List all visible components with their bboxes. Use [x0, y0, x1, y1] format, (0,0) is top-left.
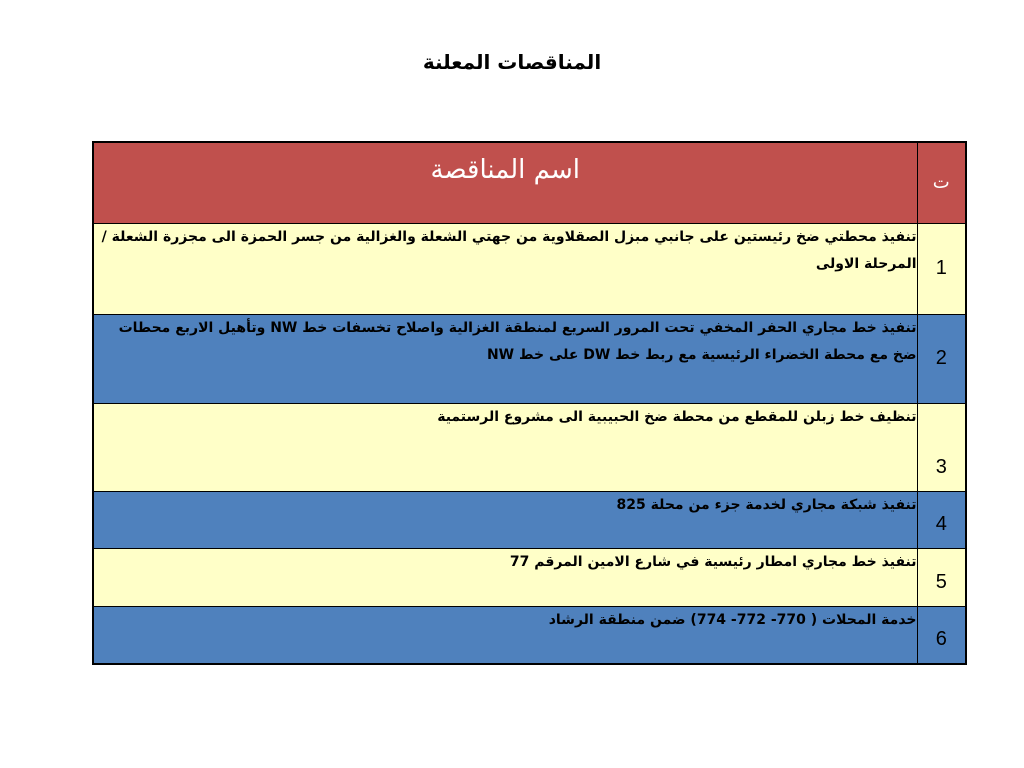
tender-name-cell: خدمة المحلات ( 770- 772- 774) ضمن منطقة الرشاد — [93, 606, 917, 664]
row-number-cell: 6 — [917, 606, 966, 664]
table-row — [93, 548, 966, 606]
column-header-number: ت — [917, 142, 966, 223]
row-number-cell: 3 — [917, 403, 966, 491]
row-number-cell: 5 — [917, 548, 966, 606]
tender-name-cell: تنفيذ خط مجاري الحفر المخفي تحت المرور السريع لمنطقة الغزالية واصلاح تخسفات خط NW وتأهيل الاربع محطات ضخ مع محطة الخضراء الرئيسية مع ربط خط DW على خط NW — [93, 314, 917, 403]
tender-name-cell: تنفيذ شبكة مجاري لخدمة جزء من محلة 825 — [93, 491, 917, 548]
table-header-row — [93, 142, 966, 223]
tenders-table — [92, 141, 967, 665]
row-number-cell: 1 — [917, 223, 966, 314]
column-header-tender-name: اسم المناقصة — [93, 142, 917, 223]
table-row — [93, 223, 966, 314]
page-title: المناقصات المعلنة — [422, 50, 602, 74]
table-row — [93, 403, 966, 491]
row-number-cell: 2 — [917, 314, 966, 403]
table-row — [93, 491, 966, 548]
tender-name-cell: تنفيذ خط مجاري امطار رئيسية في شارع الامين المرقم 77 — [93, 548, 917, 606]
table-row — [93, 606, 966, 664]
tender-name-cell: تنفيذ محطتي ضخ رئيستين على جانبي مبزل الصقلاوية من جهتي الشعلة والغزالية من جسر الحمزة الى مجزرة الشعلة / المرحلة الاولى — [93, 223, 917, 314]
table-row — [93, 314, 966, 403]
row-number-cell: 4 — [917, 491, 966, 548]
tender-name-cell: تنظيف خط زبلن للمقطع من محطة ضخ الحبيبية الى مشروع الرستمية — [93, 403, 917, 491]
